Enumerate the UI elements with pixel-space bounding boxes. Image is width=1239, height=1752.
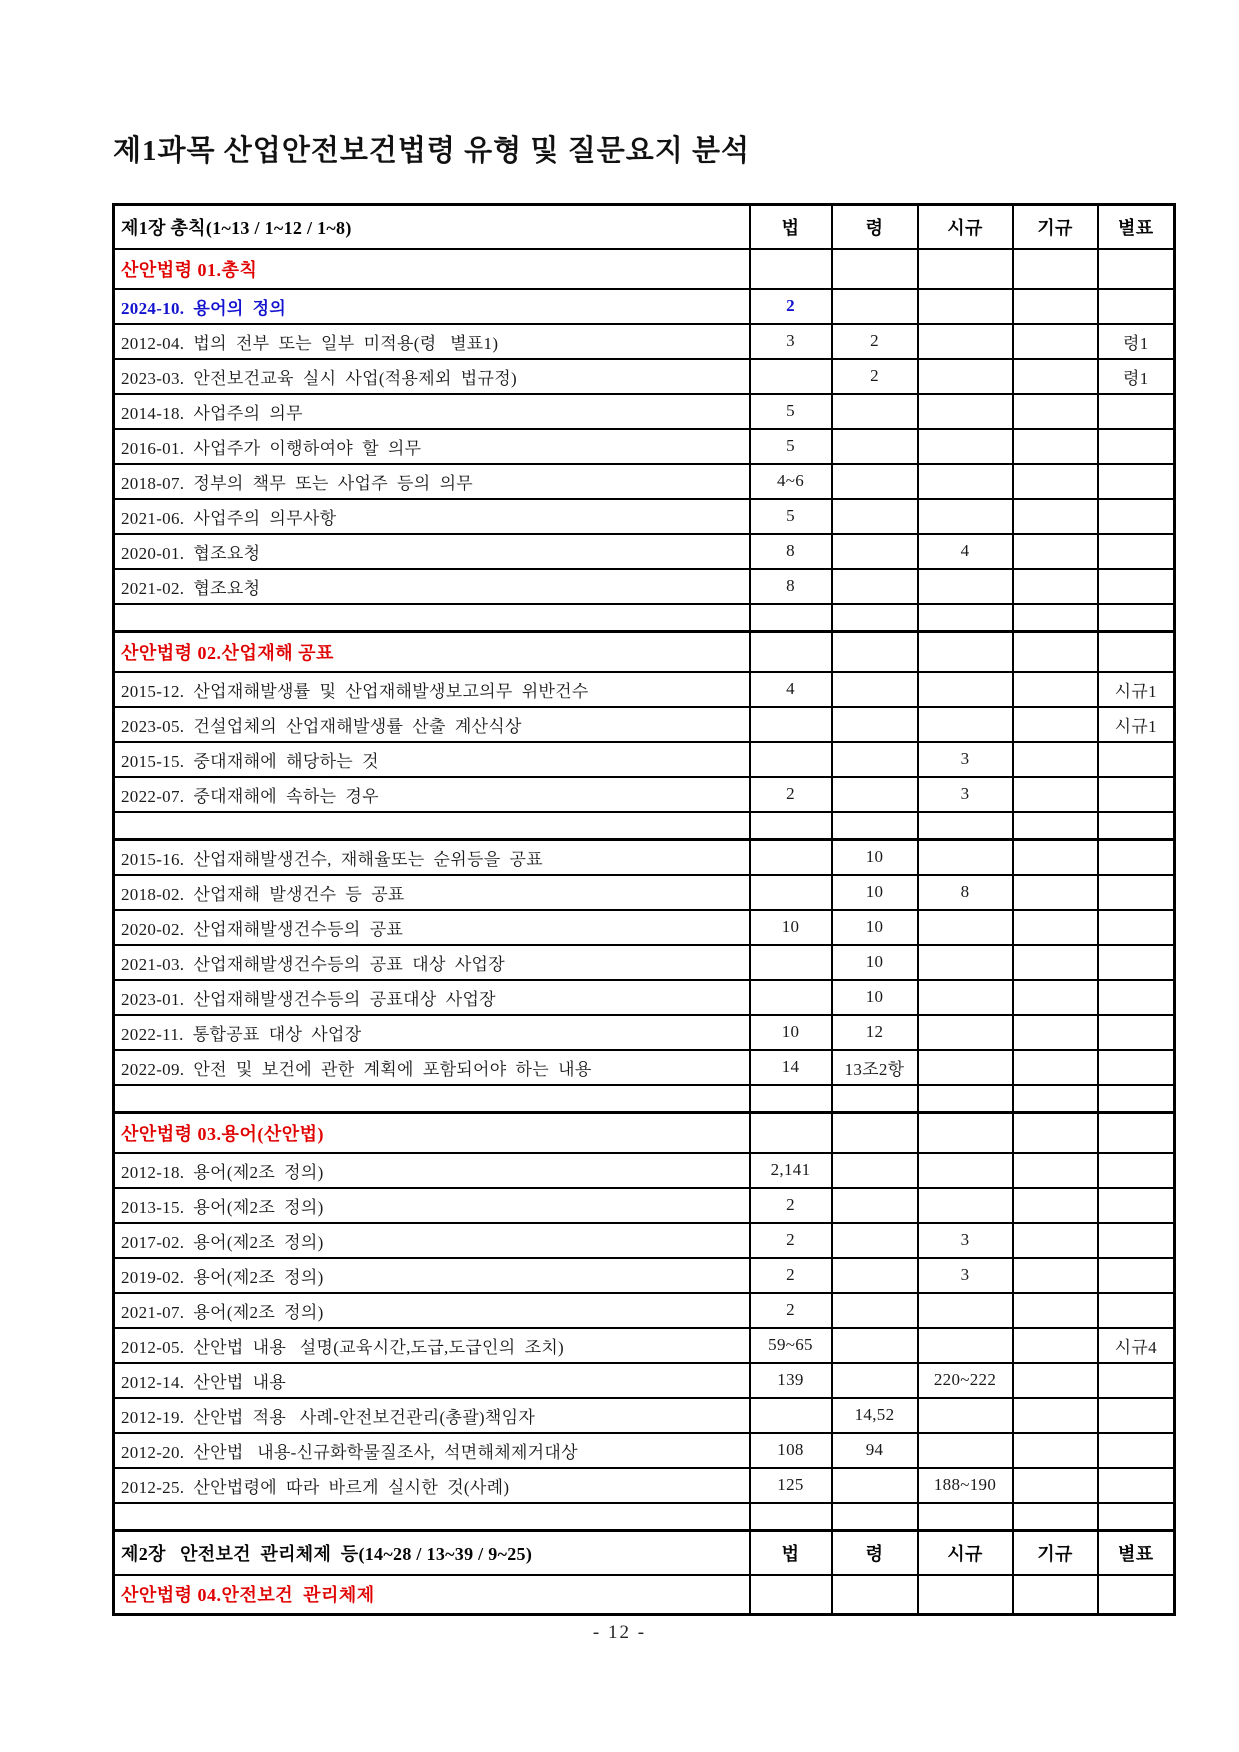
cell-ryeong: 12 bbox=[832, 1015, 918, 1050]
row-label: 2012-19. 산안법 적용 사례-안전보건관리(총괄)책임자 bbox=[114, 1398, 750, 1433]
entry-row bbox=[114, 1328, 1175, 1363]
row-label bbox=[114, 604, 750, 632]
cell-beop: 8 bbox=[750, 534, 832, 569]
row-label: 2012-25. 산안법령에 따라 바르게 실시한 것(사례) bbox=[114, 1468, 750, 1503]
cell-byeolpyo bbox=[1098, 464, 1175, 499]
cell-sigyu bbox=[918, 394, 1013, 429]
cell-gigyu bbox=[1013, 1258, 1098, 1293]
cell-gigyu bbox=[1013, 1015, 1098, 1050]
cell-gigyu bbox=[1013, 394, 1098, 429]
cell-beop bbox=[750, 1575, 832, 1615]
row-label: 2012-04. 법의 전부 또는 일부 미적용(령 별표1) bbox=[114, 324, 750, 359]
cell-sigyu bbox=[918, 910, 1013, 945]
cell-gigyu bbox=[1013, 812, 1098, 840]
entry-row bbox=[114, 499, 1175, 534]
row-label: 2018-07. 정부의 책무 또는 사업주 등의 의무 bbox=[114, 464, 750, 499]
row-label: 2021-03. 산업재해발생건수등의 공표 대상 사업장 bbox=[114, 945, 750, 980]
cell-byeolpyo: 별표 bbox=[1098, 205, 1175, 249]
cell-ryeong: 94 bbox=[832, 1433, 918, 1468]
section-header-row bbox=[114, 632, 1175, 672]
cell-sigyu: 3 bbox=[918, 777, 1013, 812]
cell-ryeong: 10 bbox=[832, 980, 918, 1015]
row-label: 2015-15. 중대재해에 해당하는 것 bbox=[114, 742, 750, 777]
cell-beop bbox=[750, 707, 832, 742]
cell-ryeong bbox=[832, 464, 918, 499]
cell-gigyu bbox=[1013, 1328, 1098, 1363]
row-label: 2015-12. 산업재해발생률 및 산업재해발생보고의무 위반건수 bbox=[114, 672, 750, 707]
cell-ryeong bbox=[832, 1085, 918, 1113]
cell-gigyu bbox=[1013, 1153, 1098, 1188]
cell-byeolpyo bbox=[1098, 1113, 1175, 1153]
cell-byeolpyo: 시규4 bbox=[1098, 1328, 1175, 1363]
cell-byeolpyo bbox=[1098, 499, 1175, 534]
cell-beop bbox=[750, 945, 832, 980]
entry-row bbox=[114, 980, 1175, 1015]
cell-gigyu bbox=[1013, 742, 1098, 777]
entry-row bbox=[114, 840, 1175, 875]
cell-byeolpyo bbox=[1098, 1433, 1175, 1468]
cell-byeolpyo bbox=[1098, 534, 1175, 569]
entry-row bbox=[114, 569, 1175, 604]
cell-beop: 10 bbox=[750, 910, 832, 945]
entry-row bbox=[114, 742, 1175, 777]
cell-sigyu bbox=[918, 1328, 1013, 1363]
cell-sigyu bbox=[918, 1433, 1013, 1468]
entry-row bbox=[114, 672, 1175, 707]
cell-beop: 10 bbox=[750, 1015, 832, 1050]
entry-row bbox=[114, 1363, 1175, 1398]
cell-beop: 8 bbox=[750, 569, 832, 604]
chapter-header-row bbox=[114, 1531, 1175, 1575]
cell-sigyu bbox=[918, 980, 1013, 1015]
entry-row bbox=[114, 429, 1175, 464]
cell-ryeong: 10 bbox=[832, 945, 918, 980]
entry-row bbox=[114, 707, 1175, 742]
cell-beop: 2 bbox=[750, 777, 832, 812]
cell-beop: 2 bbox=[750, 289, 832, 324]
cell-sigyu: 3 bbox=[918, 1258, 1013, 1293]
row-label: 2023-05. 건설업체의 산업재해발생률 산출 계산식상 bbox=[114, 707, 750, 742]
cell-byeolpyo bbox=[1098, 1085, 1175, 1113]
cell-sigyu: 시규 bbox=[918, 205, 1013, 249]
row-label: 2023-03. 안전보건교육 실시 사업(적용제외 법규정) bbox=[114, 359, 750, 394]
cell-byeolpyo bbox=[1098, 632, 1175, 672]
cell-byeolpyo bbox=[1098, 875, 1175, 910]
row-label bbox=[114, 812, 750, 840]
cell-byeolpyo bbox=[1098, 1575, 1175, 1615]
cell-beop bbox=[750, 249, 832, 289]
cell-byeolpyo bbox=[1098, 1293, 1175, 1328]
row-label: 2021-07. 용어(제2조 정의) bbox=[114, 1293, 750, 1328]
cell-beop bbox=[750, 1085, 832, 1113]
cell-ryeong bbox=[832, 1468, 918, 1503]
row-label: 2022-11. 통합공표 대상 사업장 bbox=[114, 1015, 750, 1050]
cell-byeolpyo: 령1 bbox=[1098, 359, 1175, 394]
entry-row bbox=[114, 359, 1175, 394]
cell-byeolpyo bbox=[1098, 777, 1175, 812]
cell-beop: 3 bbox=[750, 324, 832, 359]
row-label: 2021-02. 협조요청 bbox=[114, 569, 750, 604]
cell-beop: 4 bbox=[750, 672, 832, 707]
cell-beop: 139 bbox=[750, 1363, 832, 1398]
cell-sigyu: 8 bbox=[918, 875, 1013, 910]
cell-sigyu bbox=[918, 1015, 1013, 1050]
cell-sigyu bbox=[918, 945, 1013, 980]
cell-gigyu bbox=[1013, 359, 1098, 394]
cell-gigyu bbox=[1013, 499, 1098, 534]
cell-gigyu bbox=[1013, 1188, 1098, 1223]
cell-byeolpyo bbox=[1098, 945, 1175, 980]
cell-sigyu bbox=[918, 632, 1013, 672]
cell-sigyu bbox=[918, 429, 1013, 464]
entry-row bbox=[114, 910, 1175, 945]
section-header-row bbox=[114, 1575, 1175, 1615]
cell-gigyu bbox=[1013, 429, 1098, 464]
cell-ryeong: 13조2항 bbox=[832, 1050, 918, 1085]
cell-ryeong: 10 bbox=[832, 840, 918, 875]
cell-sigyu: 188~190 bbox=[918, 1468, 1013, 1503]
cell-sigyu bbox=[918, 1575, 1013, 1615]
row-label: 산안법령 03.용어(산안법) bbox=[114, 1113, 750, 1153]
cell-gigyu bbox=[1013, 1433, 1098, 1468]
cell-sigyu bbox=[918, 604, 1013, 632]
row-label: 2016-01. 사업주가 이행하여야 할 의무 bbox=[114, 429, 750, 464]
cell-beop bbox=[750, 840, 832, 875]
cell-gigyu: 기규 bbox=[1013, 205, 1098, 249]
entry-row bbox=[114, 1223, 1175, 1258]
cell-sigyu bbox=[918, 289, 1013, 324]
cell-sigyu bbox=[918, 324, 1013, 359]
entry-row bbox=[114, 324, 1175, 359]
row-label: 2024-10. 용어의 정의 bbox=[114, 289, 750, 324]
cell-byeolpyo bbox=[1098, 742, 1175, 777]
cell-ryeong bbox=[832, 1575, 918, 1615]
cell-gigyu bbox=[1013, 569, 1098, 604]
cell-beop: 법 bbox=[750, 205, 832, 249]
row-label: 2012-20. 산안법 내용-신규화학물질조사, 석면해체제거대상 bbox=[114, 1433, 750, 1468]
cell-sigyu bbox=[918, 1503, 1013, 1531]
cell-beop bbox=[750, 980, 832, 1015]
cell-beop bbox=[750, 604, 832, 632]
row-label: 제2장 안전보건 관리체제 등(14~28 / 13~39 / 9~25) bbox=[114, 1531, 750, 1575]
cell-gigyu bbox=[1013, 1050, 1098, 1085]
cell-byeolpyo bbox=[1098, 980, 1175, 1015]
cell-byeolpyo bbox=[1098, 1468, 1175, 1503]
cell-gigyu bbox=[1013, 945, 1098, 980]
cell-beop: 5 bbox=[750, 499, 832, 534]
cell-gigyu bbox=[1013, 707, 1098, 742]
cell-gigyu bbox=[1013, 672, 1098, 707]
row-label: 2012-18. 용어(제2조 정의) bbox=[114, 1153, 750, 1188]
row-label bbox=[114, 1503, 750, 1531]
entry-row bbox=[114, 464, 1175, 499]
cell-beop: 2,141 bbox=[750, 1153, 832, 1188]
cell-ryeong bbox=[832, 1293, 918, 1328]
cell-sigyu: 시규 bbox=[918, 1531, 1013, 1575]
spacer-row bbox=[114, 1085, 1175, 1113]
cell-sigyu bbox=[918, 812, 1013, 840]
row-label: 2018-02. 산업재해 발생건수 등 공표 bbox=[114, 875, 750, 910]
row-label: 2014-18. 사업주의 의무 bbox=[114, 394, 750, 429]
entry-row bbox=[114, 394, 1175, 429]
section-header-row bbox=[114, 249, 1175, 289]
cell-sigyu bbox=[918, 1050, 1013, 1085]
row-label: 2020-01. 협조요청 bbox=[114, 534, 750, 569]
page-number: - 12 - bbox=[592, 1622, 647, 1643]
analysis-table-body bbox=[114, 205, 1175, 1615]
row-label: 산안법령 04.안전보건 관리체제 bbox=[114, 1575, 750, 1615]
cell-byeolpyo bbox=[1098, 604, 1175, 632]
cell-gigyu bbox=[1013, 249, 1098, 289]
cell-byeolpyo bbox=[1098, 812, 1175, 840]
cell-beop: 2 bbox=[750, 1188, 832, 1223]
cell-gigyu bbox=[1013, 534, 1098, 569]
cell-byeolpyo bbox=[1098, 394, 1175, 429]
cell-ryeong bbox=[832, 742, 918, 777]
cell-gigyu bbox=[1013, 632, 1098, 672]
cell-sigyu bbox=[918, 464, 1013, 499]
cell-sigyu bbox=[918, 707, 1013, 742]
cell-byeolpyo bbox=[1098, 429, 1175, 464]
cell-sigyu bbox=[918, 1398, 1013, 1433]
cell-byeolpyo bbox=[1098, 1223, 1175, 1258]
cell-ryeong bbox=[832, 1223, 918, 1258]
cell-gigyu bbox=[1013, 1503, 1098, 1531]
cell-sigyu bbox=[918, 249, 1013, 289]
cell-gigyu bbox=[1013, 1223, 1098, 1258]
cell-beop: 2 bbox=[750, 1223, 832, 1258]
section-header-row bbox=[114, 1113, 1175, 1153]
row-label bbox=[114, 1085, 750, 1113]
cell-sigyu bbox=[918, 1085, 1013, 1113]
cell-ryeong bbox=[832, 632, 918, 672]
row-label: 2012-14. 산안법 내용 bbox=[114, 1363, 750, 1398]
row-label: 2021-06. 사업주의 의무사항 bbox=[114, 499, 750, 534]
cell-beop: 법 bbox=[750, 1531, 832, 1575]
entry-row bbox=[114, 1433, 1175, 1468]
cell-sigyu bbox=[918, 1113, 1013, 1153]
row-label: 산안법령 02.산업재해 공표 bbox=[114, 632, 750, 672]
cell-sigyu bbox=[918, 499, 1013, 534]
row-label: 2019-02. 용어(제2조 정의) bbox=[114, 1258, 750, 1293]
entry-row bbox=[114, 1050, 1175, 1085]
row-label: 2023-01. 산업재해발생건수등의 공표대상 사업장 bbox=[114, 980, 750, 1015]
cell-gigyu bbox=[1013, 1113, 1098, 1153]
cell-beop: 108 bbox=[750, 1433, 832, 1468]
cell-sigyu bbox=[918, 1153, 1013, 1188]
cell-beop: 4~6 bbox=[750, 464, 832, 499]
cell-gigyu bbox=[1013, 324, 1098, 359]
cell-byeolpyo bbox=[1098, 1050, 1175, 1085]
cell-beop: 5 bbox=[750, 394, 832, 429]
cell-beop bbox=[750, 742, 832, 777]
cell-byeolpyo bbox=[1098, 1188, 1175, 1223]
cell-sigyu bbox=[918, 840, 1013, 875]
chapter-header-row bbox=[114, 205, 1175, 249]
entry-row bbox=[114, 1188, 1175, 1223]
cell-ryeong bbox=[832, 1113, 918, 1153]
row-label: 2012-05. 산안법 내용 설명(교육시간,도급,도급인의 조치) bbox=[114, 1328, 750, 1363]
cell-beop bbox=[750, 632, 832, 672]
cell-byeolpyo bbox=[1098, 910, 1175, 945]
cell-gigyu bbox=[1013, 1468, 1098, 1503]
row-label: 제1장 총칙(1~13 / 1~12 / 1~8) bbox=[114, 205, 750, 249]
cell-byeolpyo bbox=[1098, 1398, 1175, 1433]
cell-sigyu bbox=[918, 1293, 1013, 1328]
entry-row bbox=[114, 1398, 1175, 1433]
cell-beop bbox=[750, 1113, 832, 1153]
entry-row bbox=[114, 945, 1175, 980]
cell-beop: 59~65 bbox=[750, 1328, 832, 1363]
cell-beop bbox=[750, 875, 832, 910]
cell-ryeong bbox=[832, 1503, 918, 1531]
cell-ryeong bbox=[832, 534, 918, 569]
cell-sigyu: 3 bbox=[918, 742, 1013, 777]
cell-ryeong: 령 bbox=[832, 1531, 918, 1575]
cell-ryeong bbox=[832, 1188, 918, 1223]
cell-byeolpyo: 시규1 bbox=[1098, 707, 1175, 742]
cell-sigyu: 3 bbox=[918, 1223, 1013, 1258]
cell-gigyu bbox=[1013, 875, 1098, 910]
spacer-row bbox=[114, 1503, 1175, 1531]
cell-byeolpyo bbox=[1098, 840, 1175, 875]
cell-ryeong: 10 bbox=[832, 910, 918, 945]
entry-row bbox=[114, 289, 1175, 324]
cell-gigyu bbox=[1013, 604, 1098, 632]
entry-row bbox=[114, 1293, 1175, 1328]
row-label: 2017-02. 용어(제2조 정의) bbox=[114, 1223, 750, 1258]
cell-ryeong bbox=[832, 1363, 918, 1398]
row-label: 2022-07. 중대재해에 속하는 경우 bbox=[114, 777, 750, 812]
row-label: 2020-02. 산업재해발생건수등의 공표 bbox=[114, 910, 750, 945]
cell-ryeong bbox=[832, 289, 918, 324]
cell-byeolpyo bbox=[1098, 1015, 1175, 1050]
cell-ryeong bbox=[832, 1328, 918, 1363]
row-label: 2022-09. 안전 및 보건에 관한 계획에 포함되어야 하는 내용 bbox=[114, 1050, 750, 1085]
row-label: 2013-15. 용어(제2조 정의) bbox=[114, 1188, 750, 1223]
cell-gigyu bbox=[1013, 910, 1098, 945]
cell-byeolpyo bbox=[1098, 289, 1175, 324]
entry-row bbox=[114, 875, 1175, 910]
cell-ryeong bbox=[832, 777, 918, 812]
entry-row bbox=[114, 1258, 1175, 1293]
cell-ryeong: 2 bbox=[832, 324, 918, 359]
cell-gigyu bbox=[1013, 1293, 1098, 1328]
cell-sigyu: 4 bbox=[918, 534, 1013, 569]
cell-beop bbox=[750, 812, 832, 840]
cell-beop bbox=[750, 359, 832, 394]
cell-gigyu bbox=[1013, 1575, 1098, 1615]
cell-gigyu bbox=[1013, 1363, 1098, 1398]
cell-ryeong: 령 bbox=[832, 205, 918, 249]
cell-gigyu bbox=[1013, 464, 1098, 499]
cell-gigyu: 기규 bbox=[1013, 1531, 1098, 1575]
cell-sigyu bbox=[918, 569, 1013, 604]
entry-row bbox=[114, 534, 1175, 569]
row-label: 산안법령 01.총칙 bbox=[114, 249, 750, 289]
cell-ryeong: 2 bbox=[832, 359, 918, 394]
cell-beop: 2 bbox=[750, 1293, 832, 1328]
cell-ryeong bbox=[832, 429, 918, 464]
cell-beop: 14 bbox=[750, 1050, 832, 1085]
cell-ryeong bbox=[832, 1153, 918, 1188]
cell-gigyu bbox=[1013, 980, 1098, 1015]
cell-gigyu bbox=[1013, 1085, 1098, 1113]
cell-byeolpyo: 령1 bbox=[1098, 324, 1175, 359]
cell-ryeong bbox=[832, 249, 918, 289]
cell-ryeong bbox=[832, 707, 918, 742]
cell-sigyu: 220~222 bbox=[918, 1363, 1013, 1398]
entry-row bbox=[114, 1153, 1175, 1188]
cell-ryeong: 14,52 bbox=[832, 1398, 918, 1433]
cell-byeolpyo bbox=[1098, 1258, 1175, 1293]
cell-ryeong bbox=[832, 569, 918, 604]
cell-byeolpyo bbox=[1098, 249, 1175, 289]
cell-sigyu bbox=[918, 359, 1013, 394]
cell-byeolpyo bbox=[1098, 1153, 1175, 1188]
cell-ryeong bbox=[832, 394, 918, 429]
cell-gigyu bbox=[1013, 777, 1098, 812]
entry-row bbox=[114, 777, 1175, 812]
cell-beop: 125 bbox=[750, 1468, 832, 1503]
cell-sigyu bbox=[918, 1188, 1013, 1223]
cell-byeolpyo bbox=[1098, 1363, 1175, 1398]
cell-byeolpyo bbox=[1098, 1503, 1175, 1531]
cell-beop bbox=[750, 1503, 832, 1531]
cell-sigyu bbox=[918, 672, 1013, 707]
cell-ryeong bbox=[832, 1258, 918, 1293]
analysis-table bbox=[112, 203, 1176, 1616]
cell-ryeong bbox=[832, 604, 918, 632]
cell-beop: 2 bbox=[750, 1258, 832, 1293]
entry-row bbox=[114, 1015, 1175, 1050]
cell-byeolpyo bbox=[1098, 569, 1175, 604]
spacer-row bbox=[114, 604, 1175, 632]
cell-gigyu bbox=[1013, 289, 1098, 324]
cell-gigyu bbox=[1013, 1398, 1098, 1433]
cell-byeolpyo: 별표 bbox=[1098, 1531, 1175, 1575]
cell-beop bbox=[750, 1398, 832, 1433]
cell-byeolpyo: 시규1 bbox=[1098, 672, 1175, 707]
cell-ryeong bbox=[832, 812, 918, 840]
cell-ryeong bbox=[832, 499, 918, 534]
cell-gigyu bbox=[1013, 840, 1098, 875]
cell-beop: 5 bbox=[750, 429, 832, 464]
page-title: 제1과목 산업안전보건법령 유형 및 질문요지 분석 bbox=[113, 135, 751, 167]
cell-ryeong bbox=[832, 672, 918, 707]
entry-row bbox=[114, 1468, 1175, 1503]
row-label: 2015-16. 산업재해발생건수, 재해율또는 순위등을 공표 bbox=[114, 840, 750, 875]
cell-ryeong: 10 bbox=[832, 875, 918, 910]
spacer-row bbox=[114, 812, 1175, 840]
